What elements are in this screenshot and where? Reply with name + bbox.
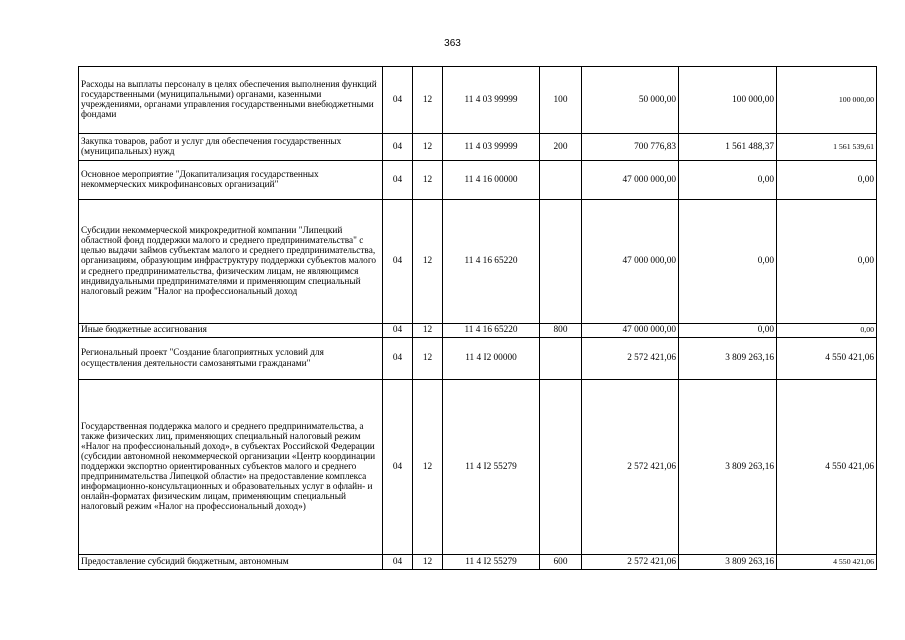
expense-type-cell: 100 [540,67,582,134]
expense-type-cell: 600 [540,555,582,570]
row-description: Государственная поддержка малого и среднего предпринимательства, а также физических лиц, применяющих специальный налоговый режим «Налог на профессиональный доход», в субъектах Российской Федерации (субсидии автономной некоммерческой организации «Центр координации поддержки экспортно ориентированных субъектов малого и среднего предпринимательства Липецкой области» на предоставление комплекса информационно-консультационных и образовательных услуг в офлайн- и онлайн-форматах физическим лицам, применяющим специальный налоговый режим «Налог на профессиональный доход») [79,380,383,555]
subsection-cell: 12 [413,200,443,324]
table-row [79,324,877,338]
page-number: 363 [444,38,461,49]
subsection-cell: 12 [413,134,443,161]
expense-type-cell: 200 [540,134,582,161]
target-code-cell: 11 4 16 65220 [443,324,540,338]
amount-year2-cell: 3 809 263,16 [679,338,777,380]
row-description: Субсидии некоммерческой микрокредитной компании "Липецкий областной фонд поддержки малого и среднего предпринимательства" с целью выдачи займов субъектам малого и среднего предпринимательства, организациям, образующим инфраструктуру поддержки субъектов малого и среднего предпринимательства, физическим лицам, не являющимся индивидуальными предпринимателями и применяющим специальный налоговый режим "Налог на профессиональный доход [79,200,383,324]
section-cell: 04 [383,324,413,338]
amount-year1-cell: 47 000 000,00 [582,200,679,324]
table-row [79,67,877,134]
expense-type-cell [540,200,582,324]
amount-year3-cell: 4 550 421,06 [777,380,877,555]
amount-year3-cell: 4 550 421,06 [777,338,877,380]
budget-table [78,66,877,570]
target-code-cell: 11 4 I2 55279 [443,555,540,570]
expense-type-cell: 800 [540,324,582,338]
expense-type-cell [540,380,582,555]
amount-year1-cell: 2 572 421,06 [582,338,679,380]
amount-year2-cell: 3 809 263,16 [679,380,777,555]
table-row [79,338,877,380]
subsection-cell: 12 [413,324,443,338]
amount-year2-cell: 3 809 263,16 [679,555,777,570]
target-code-cell: 11 4 I2 55279 [443,380,540,555]
amount-year3-cell: 0,00 [777,200,877,324]
subsection-cell: 12 [413,338,443,380]
table-row [79,555,877,570]
target-code-cell: 11 4 03 99999 [443,134,540,161]
section-cell: 04 [383,380,413,555]
target-code-cell: 11 4 16 00000 [443,161,540,200]
amount-year3-cell: 4 550 421,06 [777,555,877,570]
row-description: Закупка товаров, работ и услуг для обеспечения государственных (муниципальных) нужд [79,134,383,161]
expense-type-cell [540,338,582,380]
section-cell: 04 [383,555,413,570]
amount-year1-cell: 700 776,83 [582,134,679,161]
section-cell: 04 [383,200,413,324]
amount-year1-cell: 50 000,00 [582,67,679,134]
table-row [79,380,877,555]
row-description: Иные бюджетные ассигнования [79,324,383,338]
section-cell: 04 [383,67,413,134]
amount-year2-cell: 100 000,00 [679,67,777,134]
subsection-cell: 12 [413,380,443,555]
amount-year1-cell: 47 000 000,00 [582,161,679,200]
table-row [79,161,877,200]
amount-year2-cell: 0,00 [679,200,777,324]
amount-year1-cell: 2 572 421,06 [582,555,679,570]
amount-year3-cell: 0,00 [777,324,877,338]
section-cell: 04 [383,134,413,161]
amount-year3-cell: 100 000,00 [777,67,877,134]
row-description: Региональный проект "Создание благоприятных условий для осуществления деятельности самозанятыми гражданами" [79,338,383,380]
row-description: Предоставление субсидий бюджетным, автономным [79,555,383,570]
amount-year2-cell: 1 561 488,37 [679,134,777,161]
target-code-cell: 11 4 16 65220 [443,200,540,324]
table-row [79,134,877,161]
subsection-cell: 12 [413,555,443,570]
amount-year1-cell: 47 000 000,00 [582,324,679,338]
section-cell: 04 [383,338,413,380]
subsection-cell: 12 [413,161,443,200]
target-code-cell: 11 4 I2 00000 [443,338,540,380]
expense-type-cell [540,161,582,200]
subsection-cell: 12 [413,67,443,134]
amount-year2-cell: 0,00 [679,324,777,338]
row-description: Расходы на выплаты персоналу в целях обеспечения выполнения функций государственными (муниципальными) органами, казенными учреждениями, органами управления государственными внебюджетными фондами [79,67,383,134]
amount-year2-cell: 0,00 [679,161,777,200]
amount-year3-cell: 1 561 539,61 [777,134,877,161]
row-description: Основное мероприятие "Докапитализация государственных некоммерческих микрофинансовых организаций" [79,161,383,200]
amount-year3-cell: 0,00 [777,161,877,200]
table-row [79,200,877,324]
amount-year1-cell: 2 572 421,06 [582,380,679,555]
section-cell: 04 [383,161,413,200]
target-code-cell: 11 4 03 99999 [443,67,540,134]
